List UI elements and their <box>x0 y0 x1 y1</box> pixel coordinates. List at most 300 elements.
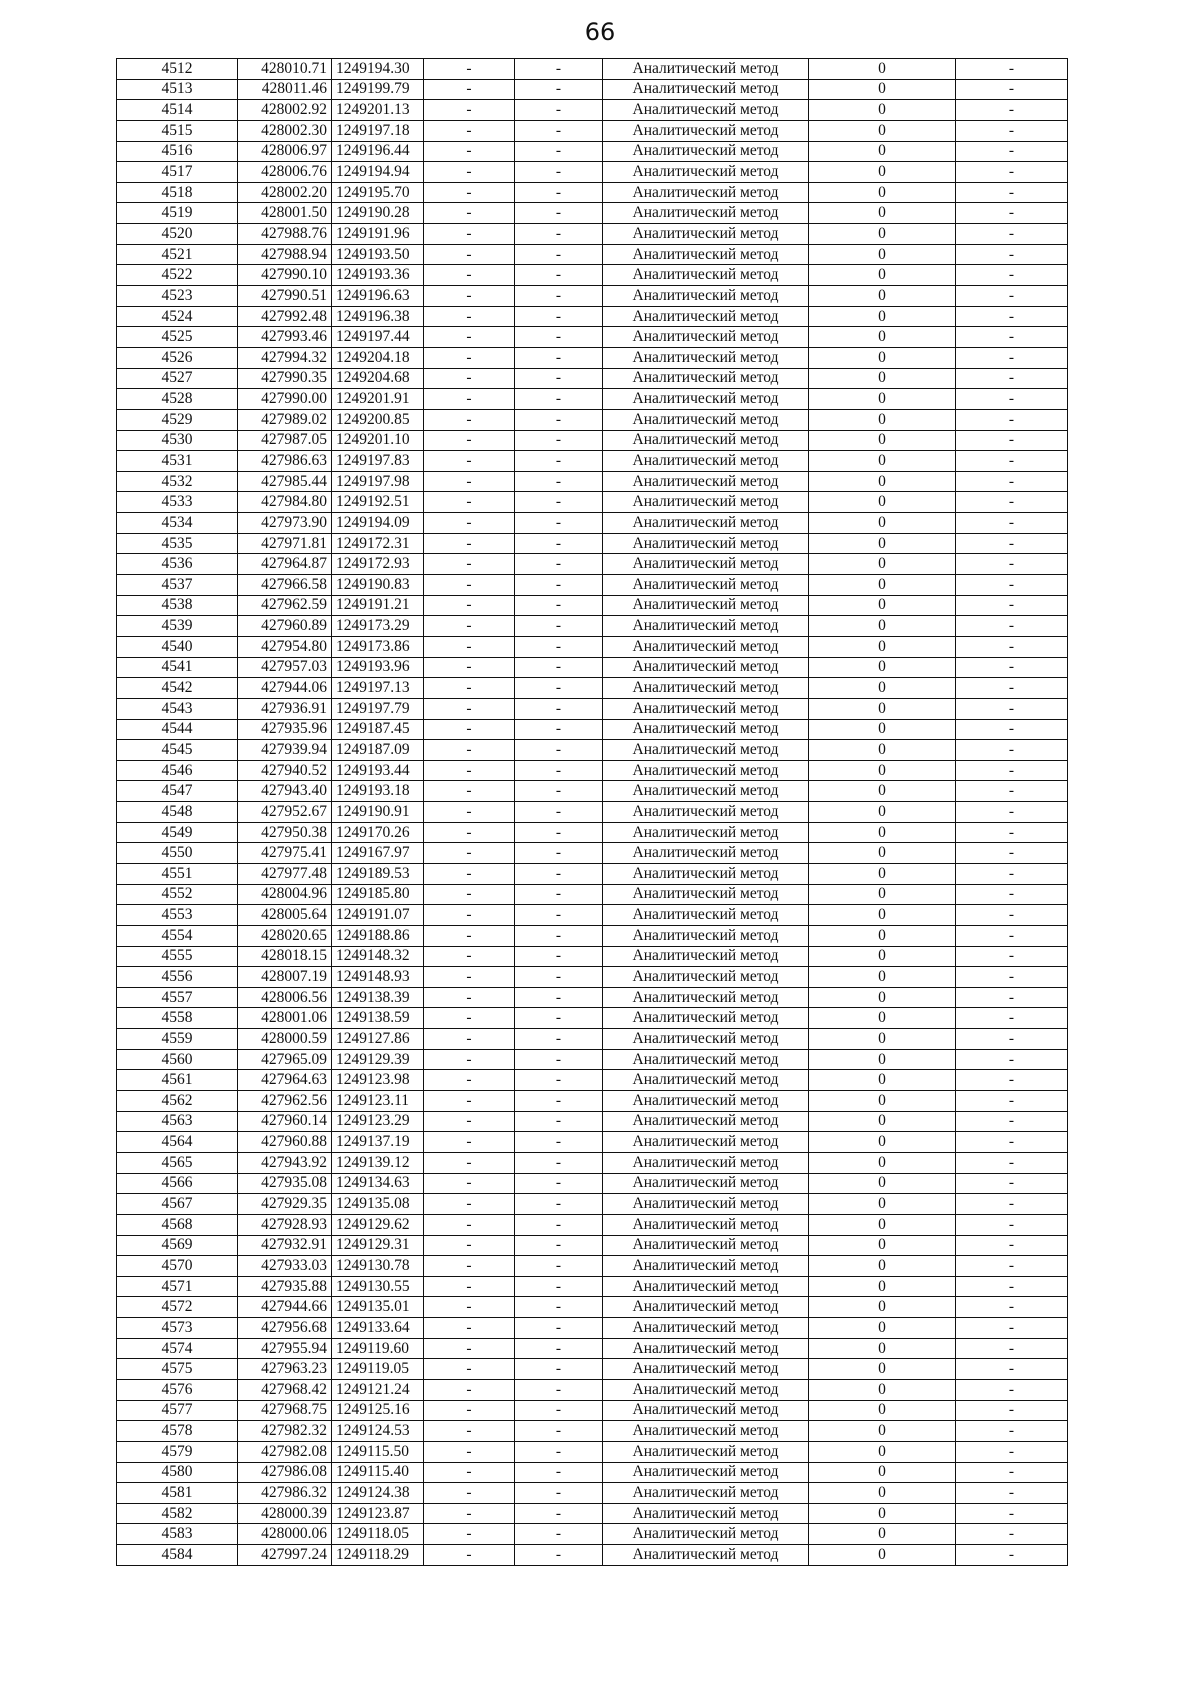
table-row <box>117 430 1068 451</box>
table-row <box>117 409 1068 430</box>
method-cell: Аналитический метод <box>603 1132 809 1153</box>
point-number-cell: 4574 <box>117 1338 238 1359</box>
accuracy-cell: 0 <box>809 203 956 224</box>
x-coordinate-cell: 427968.42 <box>238 1380 332 1401</box>
point-number-cell: 4514 <box>117 100 238 121</box>
table-row <box>117 760 1068 781</box>
point-number-cell: 4527 <box>117 368 238 389</box>
method-cell: Аналитический метод <box>603 389 809 410</box>
dash-cell: - <box>424 451 515 472</box>
y-coordinate-cell: 1249196.63 <box>332 286 424 307</box>
method-cell: Аналитический метод <box>603 1276 809 1297</box>
method-cell: Аналитический метод <box>603 1421 809 1442</box>
accuracy-cell: 0 <box>809 905 956 926</box>
y-coordinate-cell: 1249199.79 <box>332 79 424 100</box>
dash-cell: - <box>956 59 1068 80</box>
dash-cell: - <box>424 368 515 389</box>
accuracy-cell: 0 <box>809 286 956 307</box>
y-coordinate-cell: 1249127.86 <box>332 1029 424 1050</box>
table-row <box>117 781 1068 802</box>
accuracy-cell: 0 <box>809 925 956 946</box>
x-coordinate-cell: 428004.96 <box>238 884 332 905</box>
dash-cell: - <box>515 657 603 678</box>
dash-cell: - <box>956 1441 1068 1462</box>
y-coordinate-cell: 1249193.18 <box>332 781 424 802</box>
dash-cell: - <box>956 1297 1068 1318</box>
table-row <box>117 1214 1068 1235</box>
dash-cell: - <box>956 884 1068 905</box>
dash-cell: - <box>424 244 515 265</box>
dash-cell: - <box>424 471 515 492</box>
accuracy-cell: 0 <box>809 100 956 121</box>
dash-cell: - <box>956 1256 1068 1277</box>
dash-cell: - <box>515 1276 603 1297</box>
method-cell: Аналитический метод <box>603 1524 809 1545</box>
method-cell: Аналитический метод <box>603 182 809 203</box>
y-coordinate-cell: 1249197.13 <box>332 678 424 699</box>
method-cell: Аналитический метод <box>603 1483 809 1504</box>
method-cell: Аналитический метод <box>603 533 809 554</box>
y-coordinate-cell: 1249191.21 <box>332 595 424 616</box>
point-number-cell: 4554 <box>117 925 238 946</box>
dash-cell: - <box>424 946 515 967</box>
dash-cell: - <box>424 286 515 307</box>
point-number-cell: 4557 <box>117 987 238 1008</box>
table-row <box>117 1297 1068 1318</box>
method-cell: Аналитический метод <box>603 513 809 534</box>
method-cell: Аналитический метод <box>603 327 809 348</box>
dash-cell: - <box>956 1545 1068 1566</box>
accuracy-cell: 0 <box>809 347 956 368</box>
table-row <box>117 141 1068 162</box>
table-row <box>117 946 1068 967</box>
method-cell: Аналитический метод <box>603 843 809 864</box>
accuracy-cell: 0 <box>809 1503 956 1524</box>
accuracy-cell: 0 <box>809 1070 956 1091</box>
dash-cell: - <box>956 451 1068 472</box>
table-row <box>117 1091 1068 1112</box>
x-coordinate-cell: 427935.96 <box>238 719 332 740</box>
point-number-cell: 4529 <box>117 409 238 430</box>
method-cell: Аналитический метод <box>603 141 809 162</box>
dash-cell: - <box>956 409 1068 430</box>
accuracy-cell: 0 <box>809 1276 956 1297</box>
method-cell: Аналитический метод <box>603 471 809 492</box>
x-coordinate-cell: 427944.06 <box>238 678 332 699</box>
dash-cell: - <box>956 905 1068 926</box>
accuracy-cell: 0 <box>809 1132 956 1153</box>
point-number-cell: 4534 <box>117 513 238 534</box>
x-coordinate-cell: 427966.58 <box>238 575 332 596</box>
dash-cell: - <box>956 1400 1068 1421</box>
point-number-cell: 4526 <box>117 347 238 368</box>
dash-cell: - <box>424 636 515 657</box>
dash-cell: - <box>515 987 603 1008</box>
dash-cell: - <box>515 636 603 657</box>
dash-cell: - <box>424 1070 515 1091</box>
dash-cell: - <box>424 347 515 368</box>
x-coordinate-cell: 428006.76 <box>238 162 332 183</box>
dash-cell: - <box>424 182 515 203</box>
y-coordinate-cell: 1249204.68 <box>332 368 424 389</box>
accuracy-cell: 0 <box>809 946 956 967</box>
dash-cell: - <box>424 760 515 781</box>
point-number-cell: 4570 <box>117 1256 238 1277</box>
y-coordinate-cell: 1249201.13 <box>332 100 424 121</box>
accuracy-cell: 0 <box>809 513 956 534</box>
table-row <box>117 719 1068 740</box>
dash-cell: - <box>956 1111 1068 1132</box>
y-coordinate-cell: 1249135.01 <box>332 1297 424 1318</box>
point-number-cell: 4521 <box>117 244 238 265</box>
y-coordinate-cell: 1249204.18 <box>332 347 424 368</box>
x-coordinate-cell: 427964.63 <box>238 1070 332 1091</box>
dash-cell: - <box>424 120 515 141</box>
accuracy-cell: 0 <box>809 1380 956 1401</box>
dash-cell: - <box>424 822 515 843</box>
dash-cell: - <box>515 905 603 926</box>
y-coordinate-cell: 1249130.78 <box>332 1256 424 1277</box>
method-cell: Аналитический метод <box>603 967 809 988</box>
x-coordinate-cell: 427940.52 <box>238 760 332 781</box>
method-cell: Аналитический метод <box>603 1111 809 1132</box>
page-number: 66 <box>584 18 616 46</box>
x-coordinate-cell: 427985.44 <box>238 471 332 492</box>
dash-cell: - <box>424 513 515 534</box>
dash-cell: - <box>956 1091 1068 1112</box>
y-coordinate-cell: 1249123.11 <box>332 1091 424 1112</box>
dash-cell: - <box>956 863 1068 884</box>
dash-cell: - <box>515 740 603 761</box>
point-number-cell: 4567 <box>117 1194 238 1215</box>
table-row <box>117 1049 1068 1070</box>
table-row <box>117 802 1068 823</box>
dash-cell: - <box>515 575 603 596</box>
table-row <box>117 1359 1068 1380</box>
table-row <box>117 79 1068 100</box>
dash-cell: - <box>956 616 1068 637</box>
dash-cell: - <box>424 863 515 884</box>
method-cell: Аналитический метод <box>603 492 809 513</box>
point-number-cell: 4575 <box>117 1359 238 1380</box>
x-coordinate-cell: 427986.63 <box>238 451 332 472</box>
accuracy-cell: 0 <box>809 740 956 761</box>
dash-cell: - <box>515 1441 603 1462</box>
dash-cell: - <box>956 513 1068 534</box>
table-row <box>117 1152 1068 1173</box>
dash-cell: - <box>424 1483 515 1504</box>
dash-cell: - <box>515 1338 603 1359</box>
dash-cell: - <box>956 925 1068 946</box>
accuracy-cell: 0 <box>809 967 956 988</box>
accuracy-cell: 0 <box>809 327 956 348</box>
x-coordinate-cell: 427993.46 <box>238 327 332 348</box>
dash-cell: - <box>424 409 515 430</box>
y-coordinate-cell: 1249167.97 <box>332 843 424 864</box>
method-cell: Аналитический метод <box>603 1380 809 1401</box>
dash-cell: - <box>956 1235 1068 1256</box>
dash-cell: - <box>515 100 603 121</box>
x-coordinate-cell: 428000.39 <box>238 1503 332 1524</box>
x-coordinate-cell: 427990.35 <box>238 368 332 389</box>
y-coordinate-cell: 1249185.80 <box>332 884 424 905</box>
y-coordinate-cell: 1249190.83 <box>332 575 424 596</box>
method-cell: Аналитический метод <box>603 1545 809 1566</box>
dash-cell: - <box>515 595 603 616</box>
point-number-cell: 4512 <box>117 59 238 80</box>
method-cell: Аналитический метод <box>603 224 809 245</box>
point-number-cell: 4517 <box>117 162 238 183</box>
x-coordinate-cell: 427971.81 <box>238 533 332 554</box>
dash-cell: - <box>424 389 515 410</box>
point-number-cell: 4519 <box>117 203 238 224</box>
table-row <box>117 1132 1068 1153</box>
accuracy-cell: 0 <box>809 636 956 657</box>
method-cell: Аналитический метод <box>603 451 809 472</box>
accuracy-cell: 0 <box>809 1008 956 1029</box>
dash-cell: - <box>515 1400 603 1421</box>
point-number-cell: 4577 <box>117 1400 238 1421</box>
table-row <box>117 471 1068 492</box>
point-number-cell: 4532 <box>117 471 238 492</box>
table-row <box>117 1173 1068 1194</box>
dash-cell: - <box>956 1318 1068 1339</box>
dash-cell: - <box>515 1545 603 1566</box>
point-number-cell: 4530 <box>117 430 238 451</box>
dash-cell: - <box>424 1462 515 1483</box>
x-coordinate-cell: 428011.46 <box>238 79 332 100</box>
y-coordinate-cell: 1249129.39 <box>332 1049 424 1070</box>
point-number-cell: 4583 <box>117 1524 238 1545</box>
dash-cell: - <box>956 1503 1068 1524</box>
dash-cell: - <box>956 678 1068 699</box>
accuracy-cell: 0 <box>809 1049 956 1070</box>
y-coordinate-cell: 1249121.24 <box>332 1380 424 1401</box>
x-coordinate-cell: 428005.64 <box>238 905 332 926</box>
dash-cell: - <box>515 59 603 80</box>
y-coordinate-cell: 1249129.31 <box>332 1235 424 1256</box>
point-number-cell: 4543 <box>117 698 238 719</box>
dash-cell: - <box>515 1029 603 1050</box>
dash-cell: - <box>515 1318 603 1339</box>
dash-cell: - <box>956 1462 1068 1483</box>
accuracy-cell: 0 <box>809 843 956 864</box>
x-coordinate-cell: 427986.08 <box>238 1462 332 1483</box>
dash-cell: - <box>956 575 1068 596</box>
dash-cell: - <box>424 1318 515 1339</box>
dash-cell: - <box>956 182 1068 203</box>
x-coordinate-cell: 428020.65 <box>238 925 332 946</box>
y-coordinate-cell: 1249197.79 <box>332 698 424 719</box>
table-row <box>117 1400 1068 1421</box>
method-cell: Аналитический метод <box>603 802 809 823</box>
point-number-cell: 4535 <box>117 533 238 554</box>
dash-cell: - <box>424 802 515 823</box>
method-cell: Аналитический метод <box>603 946 809 967</box>
dash-cell: - <box>424 1029 515 1050</box>
dash-cell: - <box>515 760 603 781</box>
dash-cell: - <box>956 1338 1068 1359</box>
x-coordinate-cell: 428018.15 <box>238 946 332 967</box>
table-row <box>117 182 1068 203</box>
accuracy-cell: 0 <box>809 781 956 802</box>
x-coordinate-cell: 427928.93 <box>238 1214 332 1235</box>
y-coordinate-cell: 1249193.36 <box>332 265 424 286</box>
dash-cell: - <box>515 1503 603 1524</box>
accuracy-cell: 0 <box>809 1359 956 1380</box>
point-number-cell: 4579 <box>117 1441 238 1462</box>
dash-cell: - <box>956 822 1068 843</box>
method-cell: Аналитический метод <box>603 1359 809 1380</box>
dash-cell: - <box>424 1194 515 1215</box>
dash-cell: - <box>424 1400 515 1421</box>
point-number-cell: 4542 <box>117 678 238 699</box>
y-coordinate-cell: 1249148.93 <box>332 967 424 988</box>
accuracy-cell: 0 <box>809 430 956 451</box>
dash-cell: - <box>424 554 515 575</box>
accuracy-cell: 0 <box>809 822 956 843</box>
table-row <box>117 265 1068 286</box>
y-coordinate-cell: 1249123.87 <box>332 1503 424 1524</box>
table-row <box>117 925 1068 946</box>
dash-cell: - <box>956 1194 1068 1215</box>
table-row <box>117 1256 1068 1277</box>
dash-cell: - <box>424 203 515 224</box>
dash-cell: - <box>956 368 1068 389</box>
table-row <box>117 843 1068 864</box>
table-row <box>117 306 1068 327</box>
dash-cell: - <box>424 1524 515 1545</box>
dash-cell: - <box>956 389 1068 410</box>
method-cell: Аналитический метод <box>603 1091 809 1112</box>
accuracy-cell: 0 <box>809 595 956 616</box>
accuracy-cell: 0 <box>809 802 956 823</box>
point-number-cell: 4566 <box>117 1173 238 1194</box>
dash-cell: - <box>956 554 1068 575</box>
x-coordinate-cell: 427968.75 <box>238 1400 332 1421</box>
dash-cell: - <box>515 120 603 141</box>
x-coordinate-cell: 427989.02 <box>238 409 332 430</box>
table-body <box>117 59 1068 1566</box>
dash-cell: - <box>424 1152 515 1173</box>
y-coordinate-cell: 1249190.91 <box>332 802 424 823</box>
accuracy-cell: 0 <box>809 1318 956 1339</box>
table-row <box>117 657 1068 678</box>
dash-cell: - <box>515 79 603 100</box>
dash-cell: - <box>956 306 1068 327</box>
dash-cell: - <box>956 1380 1068 1401</box>
dash-cell: - <box>956 967 1068 988</box>
accuracy-cell: 0 <box>809 616 956 637</box>
x-coordinate-cell: 427988.76 <box>238 224 332 245</box>
x-coordinate-cell: 428002.30 <box>238 120 332 141</box>
x-coordinate-cell: 428006.97 <box>238 141 332 162</box>
x-coordinate-cell: 427935.08 <box>238 1173 332 1194</box>
accuracy-cell: 0 <box>809 1338 956 1359</box>
table-row <box>117 1462 1068 1483</box>
dash-cell: - <box>515 967 603 988</box>
y-coordinate-cell: 1249188.86 <box>332 925 424 946</box>
y-coordinate-cell: 1249190.28 <box>332 203 424 224</box>
accuracy-cell: 0 <box>809 224 956 245</box>
table-row <box>117 636 1068 657</box>
table-row <box>117 120 1068 141</box>
dash-cell: - <box>956 492 1068 513</box>
y-coordinate-cell: 1249115.50 <box>332 1441 424 1462</box>
method-cell: Аналитический метод <box>603 286 809 307</box>
dash-cell: - <box>424 306 515 327</box>
point-number-cell: 4555 <box>117 946 238 967</box>
table-row <box>117 1008 1068 1029</box>
method-cell: Аналитический метод <box>603 162 809 183</box>
x-coordinate-cell: 427963.23 <box>238 1359 332 1380</box>
point-number-cell: 4545 <box>117 740 238 761</box>
accuracy-cell: 0 <box>809 306 956 327</box>
x-coordinate-cell: 427933.03 <box>238 1256 332 1277</box>
accuracy-cell: 0 <box>809 1111 956 1132</box>
point-number-cell: 4520 <box>117 224 238 245</box>
table-row <box>117 1483 1068 1504</box>
dash-cell: - <box>424 1380 515 1401</box>
method-cell: Аналитический метод <box>603 760 809 781</box>
point-number-cell: 4573 <box>117 1318 238 1339</box>
x-coordinate-cell: 427992.48 <box>238 306 332 327</box>
dash-cell: - <box>515 802 603 823</box>
accuracy-cell: 0 <box>809 884 956 905</box>
accuracy-cell: 0 <box>809 1214 956 1235</box>
dash-cell: - <box>424 1008 515 1029</box>
x-coordinate-cell: 427975.41 <box>238 843 332 864</box>
dash-cell: - <box>956 1359 1068 1380</box>
point-number-cell: 4561 <box>117 1070 238 1091</box>
dash-cell: - <box>424 265 515 286</box>
y-coordinate-cell: 1249129.62 <box>332 1214 424 1235</box>
dash-cell: - <box>515 1008 603 1029</box>
dash-cell: - <box>956 533 1068 554</box>
accuracy-cell: 0 <box>809 1173 956 1194</box>
point-number-cell: 4547 <box>117 781 238 802</box>
point-number-cell: 4538 <box>117 595 238 616</box>
x-coordinate-cell: 427955.94 <box>238 1338 332 1359</box>
table-row <box>117 327 1068 348</box>
dash-cell: - <box>515 925 603 946</box>
accuracy-cell: 0 <box>809 760 956 781</box>
x-coordinate-cell: 427960.88 <box>238 1132 332 1153</box>
x-coordinate-cell: 427994.32 <box>238 347 332 368</box>
method-cell: Аналитический метод <box>603 1297 809 1318</box>
dash-cell: - <box>424 925 515 946</box>
dash-cell: - <box>956 1132 1068 1153</box>
y-coordinate-cell: 1249195.70 <box>332 182 424 203</box>
dash-cell: - <box>424 1441 515 1462</box>
dash-cell: - <box>956 657 1068 678</box>
point-number-cell: 4571 <box>117 1276 238 1297</box>
x-coordinate-cell: 427954.80 <box>238 636 332 657</box>
point-number-cell: 4580 <box>117 1462 238 1483</box>
dash-cell: - <box>515 244 603 265</box>
method-cell: Аналитический метод <box>603 595 809 616</box>
table-row <box>117 822 1068 843</box>
dash-cell: - <box>515 141 603 162</box>
table-row <box>117 368 1068 389</box>
point-number-cell: 4533 <box>117 492 238 513</box>
x-coordinate-cell: 428010.71 <box>238 59 332 80</box>
dash-cell: - <box>515 286 603 307</box>
table-row <box>117 513 1068 534</box>
y-coordinate-cell: 1249139.12 <box>332 1152 424 1173</box>
x-coordinate-cell: 427944.66 <box>238 1297 332 1318</box>
accuracy-cell: 0 <box>809 1091 956 1112</box>
